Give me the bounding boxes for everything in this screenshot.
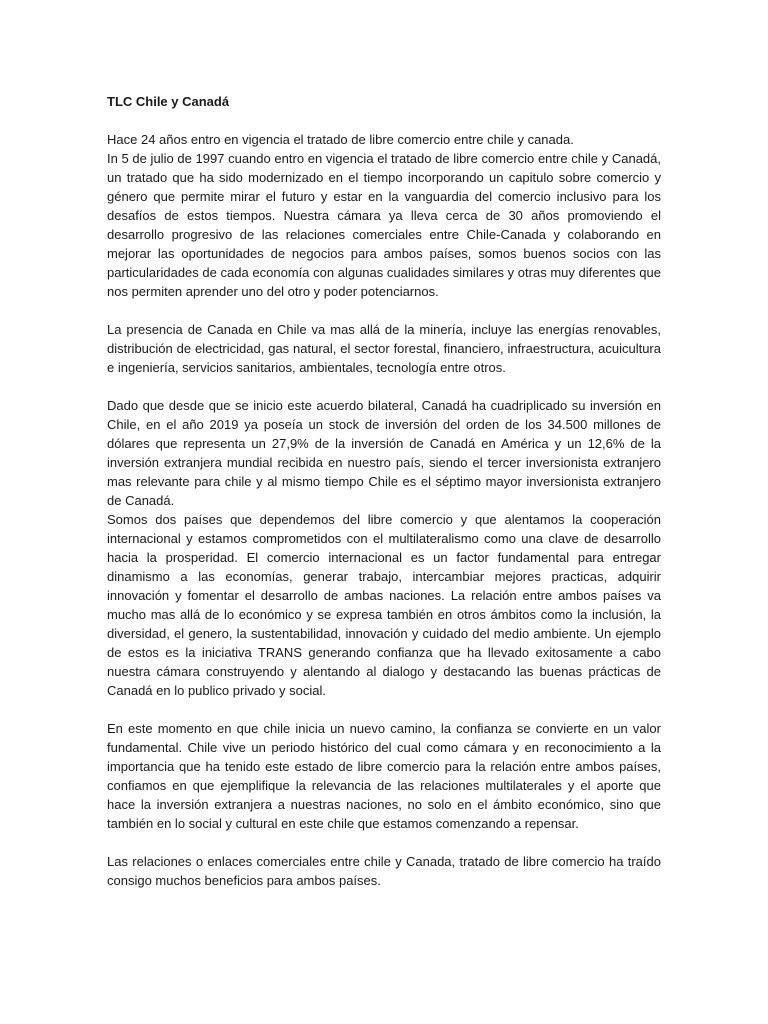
paragraph-conclusion: Las relaciones o enlaces comerciales entre chile y Canada, tratado de libre comercio ha traído consigo muchos beneficios para ambos países. xyxy=(107,854,661,888)
paragraph-free-trade: Somos dos países que dependemos del libre comercio y que alentamos la cooperación internacional y estamos comprometidos con el multilateralismo como una clave de desarrollo hacia la prosperidad. El comercio internacional es un factor fundamental para entregar dinamismo a las economías, generar trabajo, intercambiar mejores practicas, adquirir innovación y fomentar el desarrollo de ambas naciones. La relación entre ambos países va mucho mas allá de lo económico y se expresa también en otros ámbitos como la inclusión, la diversidad, el genero, la sustentabilidad, innovación y cuidado del medio ambiente. Un ejemplo de estos es la iniciativa TRANS generando confianza que ha llevado exitosamente a cabo nuestra cámara construyendo y alentando al dialogo y destacando las buenas prácticas de Canadá en lo publico privado y social. xyxy=(107,512,661,698)
document-page xyxy=(107,92,661,890)
paragraph-confidence: En este momento en que chile inicia un nuevo camino, la confianza se convierte en un valor fundamental. Chile vive un periodo histórico del cual como cámara y en reconocimiento a la importancia que ha tenido este estado de libre comercio para la relación entre ambos países, confiamos en que ejemplifique la relevancia de las relaciones multilaterales y el aporte que hace la inversión extranjera a nuestras naciones, no solo en el ámbito económico, sino que también en lo social y cultural en este chile que estamos comenzando a repensar. xyxy=(107,721,661,831)
document-title: TLC Chile y Canadá xyxy=(107,94,230,109)
paragraph-presence: La presencia de Canada en Chile va mas allá de la minería, incluye las energías renovables, distribución de electricidad, gas natural, el sector forestal, financiero, infraestructura, acuicultura e ingeniería, servicios sanitarios, ambientales, tecnología entre otros. xyxy=(107,322,661,375)
paragraph-investment: Dado que desde que se inicio este acuerdo bilateral, Canadá ha cuadriplicado su inversión en Chile, en el año 2019 ya poseía un stock de inversión del orden de los 34.500 millones de dólares que representa un 27,9% de la inversión de Canadá en América y un 12,6% de la inversión extranjera mundial recibida en nuestro país, siendo el tercer inversionista extranjero mas relevante para chile y al mismo tiempo Chile es el séptimo mayor inversionista extranjero de Canadá. xyxy=(107,398,661,508)
paragraph-intro: Hace 24 años entro en vigencia el tratado de libre comercio entre chile y canada. xyxy=(107,132,574,147)
paragraph-history: In 5 de julio de 1997 cuando entro en vigencia el tratado de libre comercio entre chile y Canadá, un tratado que ha sido modernizado en el tiempo incorporando un capitulo sobre comercio y género que permite mirar el futuro y estar en la vanguardia del comercio inclusivo para los desafíos de estos tiempos. Nuestra cámara ya lleva cerca de 30 años promoviendo el desarrollo progresivo de las relaciones comerciales entre Chile-Canada y colaborando en mejorar las oportunidades de negocios para ambos países, somos buenos socios con las particularidades de cada economía con algunas cualidades similares y otras muy diferentes que nos permiten aprender uno del otro y poder potenciarnos. xyxy=(107,151,661,299)
